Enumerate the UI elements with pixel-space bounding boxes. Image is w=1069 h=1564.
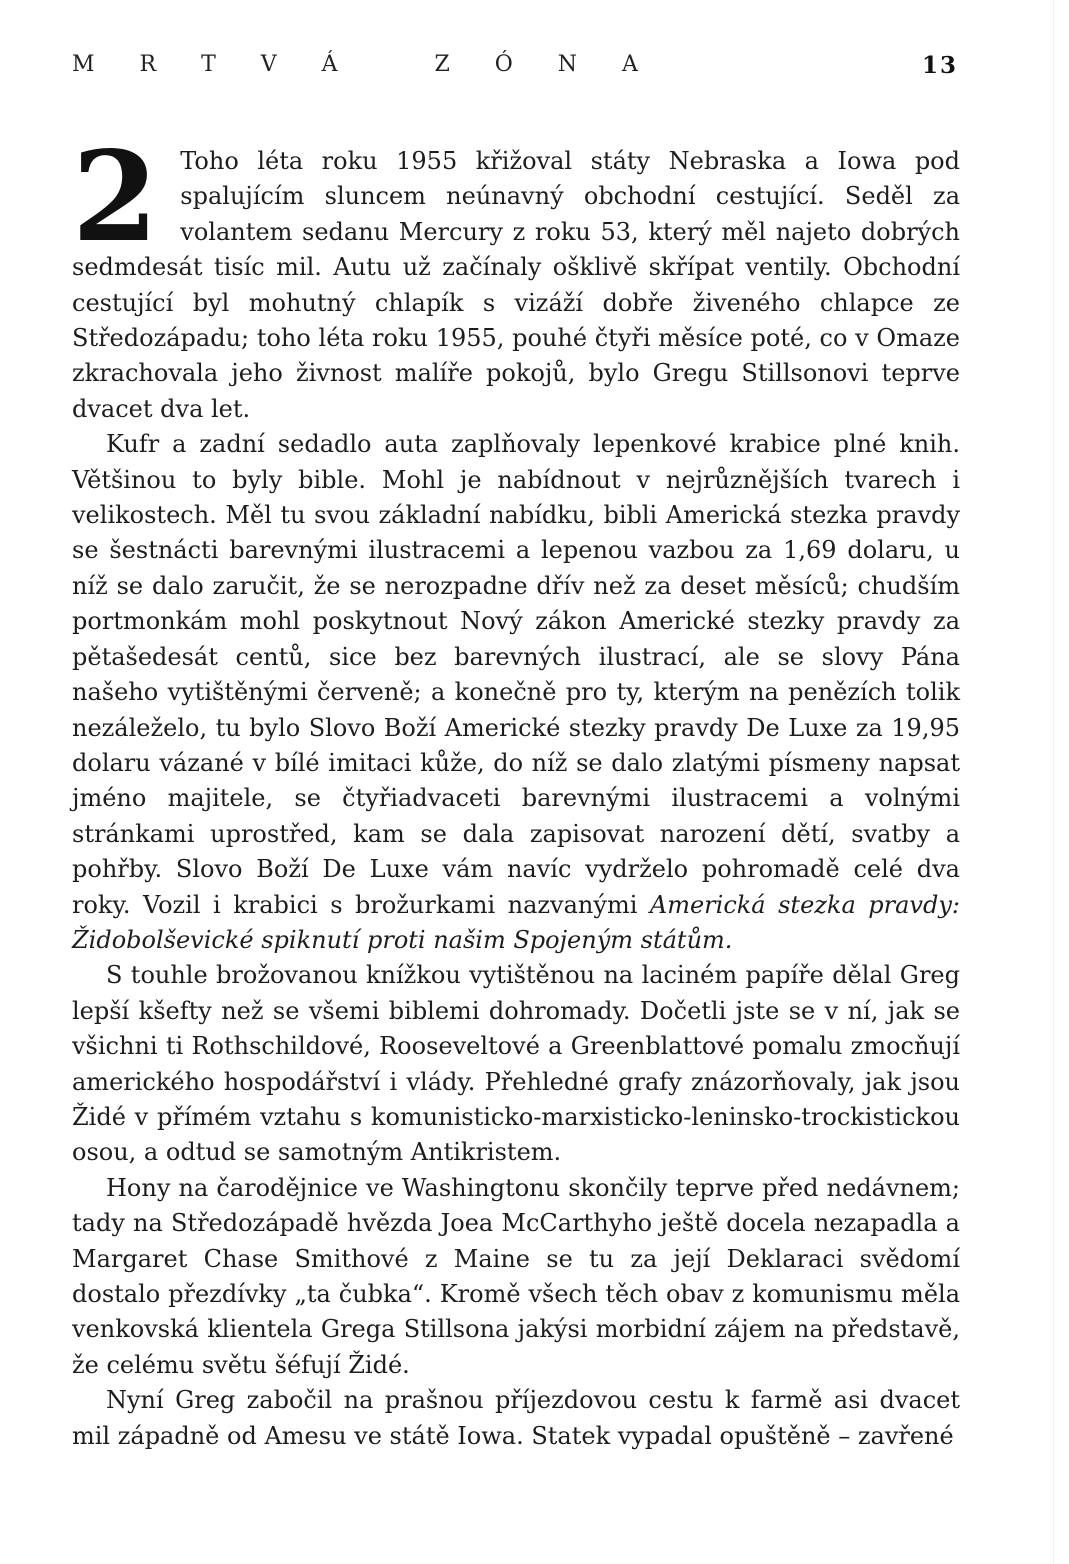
paragraph-3-text: S touhle brožovanou knížkou vytištěnou na laciném papíře dělal Greg lepší kšefty než se všemi biblemi dohromady. Dočetli jste se v ní, jak se všichni ti Rothschildové, Rooseveltové a Greenblattové pomalu zmocňují amerického hospodářství i vlády. Přehledné grafy znázorňovaly, jak jsou Židé v přímém vztahu s komunisticko-marxisticko-leninsko-trockistickou osou, a odtud se samotným Antikristem. (72, 961, 960, 1167)
page-edge-shadow (1053, 0, 1054, 1564)
paragraph-4-text: Hony na čarodějnice ve Washingtonu skončily teprve před nedávnem; tady na Středozápadě hvězda Joea McCarthyho ještě docela nezapadla a Margaret Chase Smithové z Maine se tu za její Deklaraci svědomí dostalo přezdívky „ta čubka“. Kromě všech těch obav z komunismu měla venkovská klientela Grega Stillsona jakýsi morbidní zájem na představě, že celému světu šéfují Židé. (72, 1173, 960, 1379)
paragraph-4 (72, 1171, 960, 1383)
paragraph-5-text: Nyní Greg zabočil na prašnou příjezdovou cestu k farmě asi dvacet mil západně od Amesu ve státě Iowa. Statek vypadal opuštěně – zavřené (72, 1386, 960, 1450)
paragraph-2 (72, 427, 960, 958)
brochure-title: Americká stezka pravdy: Židobolševické spiknutí proti našim Spojeným státům. (72, 890, 960, 954)
paragraph-5 (72, 1383, 960, 1454)
paragraph-1 (72, 125, 960, 427)
page-number: 13 (921, 52, 958, 79)
running-title: M R T V Á Z Ó N A (72, 52, 657, 77)
paragraph-3 (72, 958, 960, 1170)
paragraph-1-text: Toho léta roku 1955 křižoval státy Nebraska a Iowa pod spalujícím sluncem neúnavný obchodní cestující. Seděl za volantem sedanu Mercury z roku 53, který měl najeto dobrých sedmdesát tisíc mil. Autu už začínaly ošklivě skřípat ventily. Obchodní cestující byl mohutný chlapík s vizáží dobře živeného chlapce ze Středozápadu; toho léta roku 1955, pouhé čtyři měsíce poté, co v Omaze zkrachovala jeho živnost malíře pokojů, bylo Gregu Stillsonovi teprve dvacet dva let. (72, 147, 960, 423)
body-text (72, 125, 960, 1454)
paragraph-2-text: Kufr a zadní sedadlo auta zaplňovaly lepenkové krabice plné knih. Většinou to byly bible. Mohl je nabídnout v nejrůznějších tvarech i velikostech. Měl tu svou základní nabídku, bibli Americká stezka pravdy se šestnácti barevnými ilustracemi a lepenou vazbou za 1,69 dolaru, u níž se dalo zaručit, že se nerozpadne dřív než za deset měsíců; chudším portmonkám mohl poskytnout Nový zákon Americké stezky pravdy za pětašedesát centů, sice bez barevných ilustrací, ale se slovy Pána našeho vytištěnými červeně; a konečně pro ty, kterým na penězích tolik nezáleželo, tu bylo Slovo Boží Americké stezky pravdy De Luxe za 19,95 dolaru vázané v bílé imitaci kůže, do níž se dalo zlatými písmeny napsat jméno majitele, se čtyřiadvaceti barevnými ilustracemi a volnými stránkami uprostřed, kam se dala zapisovat narození dětí, svatby a pohřby. Slovo Boží De Luxe vám navíc vydrželo pohromadě celé dva roky. Vozil i krabici s brožurkami nazvanými (72, 430, 960, 919)
running-head (72, 52, 958, 82)
chapter-number-drop-cap: 2 (72, 125, 159, 270)
